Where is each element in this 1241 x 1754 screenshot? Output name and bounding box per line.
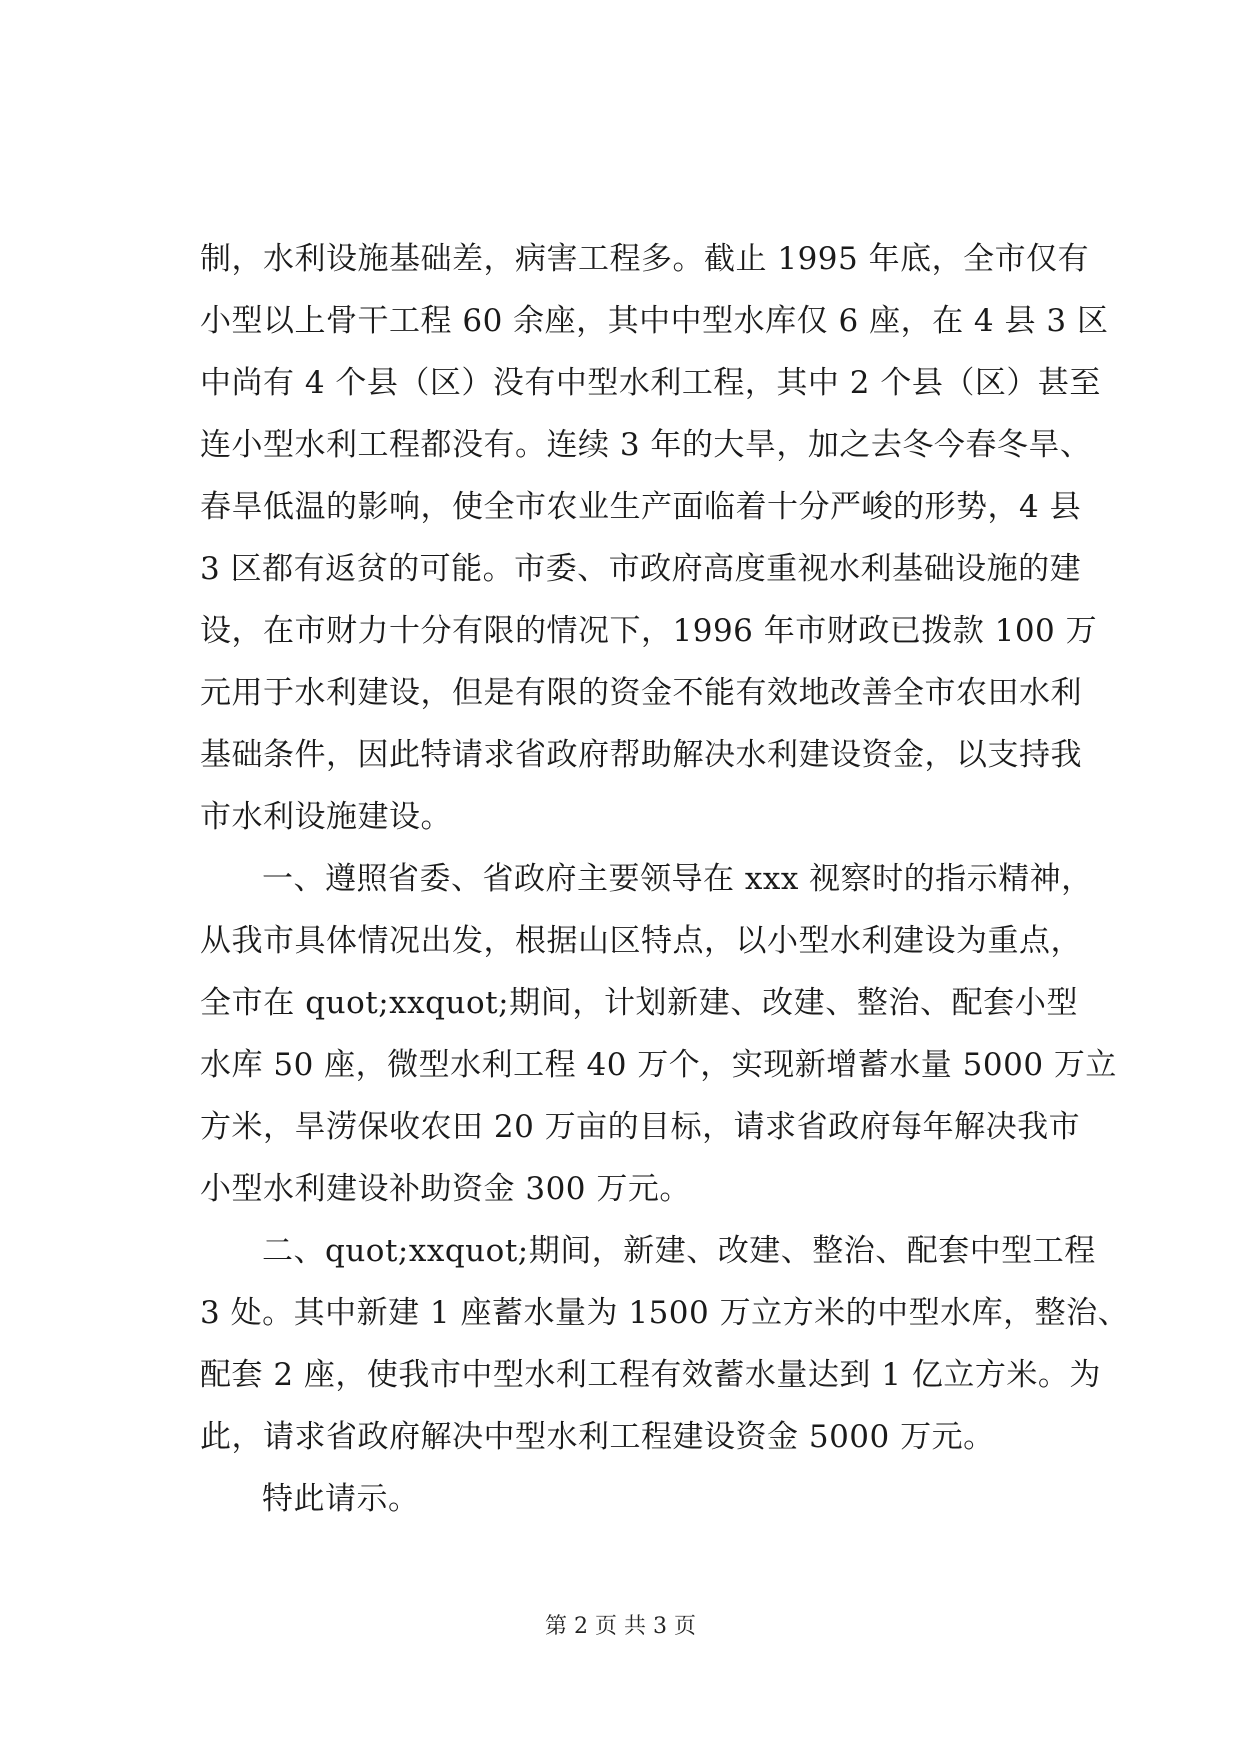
text-line: 春旱低温的影响，使全市农业生产面临着十分严峻的形势，4 县 (200, 489, 1082, 525)
text-line: 3 区都有返贫的可能。市委、市政府高度重视水利基础设施的建 (200, 551, 1082, 587)
text-line: 设，在市财力十分有限的情况下，1996 年市财政已拨款 100 万 (200, 613, 1098, 649)
text-line: 此，请求省政府解决中型水利工程建设资金 5000 万元。 (200, 1419, 995, 1455)
text-line: 中尚有 4 个县（区）没有中型水利工程，其中 2 个县（区）甚至 (200, 365, 1101, 401)
text-line: 3 处。其中新建 1 座蓄水量为 1500 万立方米的中型水库，整治、 (200, 1295, 1130, 1331)
closing-line: 特此请示。 (262, 1481, 420, 1517)
page-number-footer: 第 2 页 共 3 页 (545, 1614, 696, 1639)
text-line: 市水利设施建设。 (200, 799, 452, 835)
text-line: 方米，旱涝保收农田 20 万亩的目标，请求省政府每年解决我市 (200, 1109, 1081, 1145)
text-line: 基础条件，因此特请求省政府帮助解决水利建设资金，以支持我 (200, 737, 1082, 773)
text-line: 小型水利建设补助资金 300 万元。 (200, 1171, 691, 1207)
text-line: 水库 50 座，微型水利工程 40 万个，实现新增蓄水量 5000 万立 (200, 1047, 1117, 1083)
document-body (200, 228, 1130, 1530)
text-line: 制，水利设施基础差，病害工程多。截止 1995 年底，全市仅有 (200, 241, 1090, 277)
text-line: 连小型水利工程都没有。连续 3 年的大旱，加之去冬今春冬旱、 (200, 427, 1092, 463)
paragraph-first-line: 一、遵照省委、省政府主要领导在 xxx 视察时的指示精神， (262, 861, 1093, 897)
text-line: 从我市具体情况出发，根据山区特点，以小型水利建设为重点， (200, 923, 1082, 959)
text-line: 配套 2 座，使我市中型水利工程有效蓄水量达到 1 亿立方米。为 (200, 1357, 1101, 1393)
paragraph-first-line: 二、quot;xxquot;期间，新建、改建、整治、配套中型工程 (262, 1233, 1096, 1269)
text-line: 全市在 quot;xxquot;期间，计划新建、改建、整治、配套小型 (200, 985, 1078, 1021)
text-line: 元用于水利建设，但是有限的资金不能有效地改善全市农田水利 (200, 675, 1082, 711)
text-line: 小型以上骨干工程 60 余座，其中中型水库仅 6 座，在 4 县 3 区 (200, 303, 1109, 339)
